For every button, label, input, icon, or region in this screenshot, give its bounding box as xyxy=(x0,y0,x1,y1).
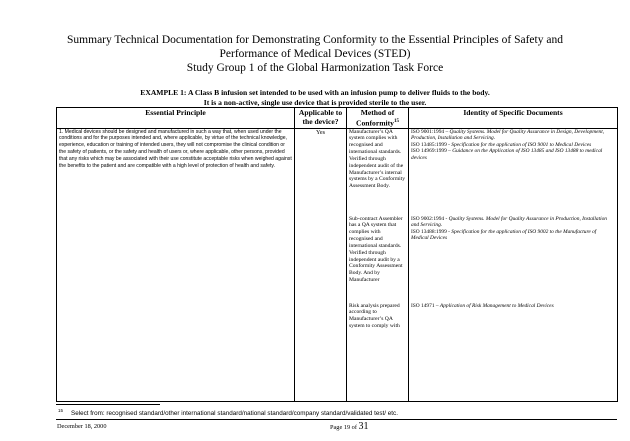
footnote-ref-15[interactable]: 15 xyxy=(393,119,399,124)
identity-standard: ISO 13485:1999 - xyxy=(411,141,452,148)
identity-group-1 xyxy=(411,129,615,216)
header-method-line1: Method of xyxy=(360,108,395,117)
identity-standard: ISO 14971 – xyxy=(411,302,440,309)
principle-cell: 1. Medical devices should be designed and manufactured in such a way that, when used under the conditions and for the purposes intended and, where applicable, by virtue of the technical knowledge, experience, education or training of intended users, they will not compromise the clinical condition or the safety of patients, or the safety and health of users or, where applicable, other persons, provided that any risks which may be associated with their use constitute acceptable risks when weighed against the benefits to the patient and are compatible with a high level of protection of health and safety. xyxy=(57,128,295,401)
table-row xyxy=(57,128,618,401)
header-essential-principle: Essential Principle xyxy=(57,108,295,129)
header-applicable-line2: the device? xyxy=(302,117,339,126)
identity-group-2 xyxy=(411,216,615,303)
footnote xyxy=(58,408,618,417)
header-title-line1: Summary Technical Documentation for Demonstrating Conformity to the Essential Principles of Safety and xyxy=(67,34,563,46)
header-title-line3: Study Group 1 of the Global Harmonization Task Force xyxy=(186,62,444,74)
method-text-3: Risk analysis prepared according to Manufacturer’s QA system to comply with xyxy=(349,302,400,330)
essential-principles-table xyxy=(56,107,618,402)
page-total: 31 xyxy=(358,421,369,432)
identity-standard: ISO 9002:1994 - xyxy=(411,215,449,222)
header-applicable xyxy=(295,108,347,129)
identity-title: Guidance on the Application of ISO 13485 and ISO 13488 to medical devices xyxy=(411,148,603,161)
identity-group-3 xyxy=(411,303,615,390)
method-text-1: Manufacturer’s QA system complies with recognised and international standards. Verified through independent audit of the Manufacturer’s internal systems by a Conformity Assessment Body. xyxy=(349,128,406,190)
identity-title: Quality Systems. Model for Quality Assurance in Design, Development, Production, Installation and Servicing. xyxy=(411,128,605,142)
identity-title: Application of Risk Management to Medical Devices xyxy=(439,302,554,309)
footer-date: December 18, 2000 xyxy=(57,423,107,430)
table-header-row xyxy=(57,108,618,129)
header-method-line2: Conformity xyxy=(356,118,394,128)
example-title-line1: EXAMPLE 1: A Class B infusion set intended to be used with an infusion pump to deliver fluids to the body. xyxy=(140,88,490,97)
example-title xyxy=(0,88,630,107)
identity-cell xyxy=(409,128,618,401)
identity-entry xyxy=(411,129,615,142)
identity-entry xyxy=(411,229,615,242)
page-number-prefix: Page 19 of xyxy=(330,424,359,431)
identity-standard: ISO 14969:1999 – xyxy=(411,148,453,155)
identity-title: Quality Systems. Model for Quality Assurance in Production, Installation and Servicing. xyxy=(411,215,608,229)
header-identity: Identity of Specific Documents xyxy=(409,108,618,129)
identity-entry xyxy=(411,303,615,310)
example-title-line2: It is a non-active, single use device that is provided sterile to the user. xyxy=(203,97,427,107)
header-title-line2: Performance of Medical Devices (STED) xyxy=(219,48,411,60)
document-header xyxy=(0,33,630,75)
identity-standard: ISO 9001:1994 – xyxy=(411,128,450,135)
footer-divider xyxy=(56,419,617,420)
identity-standard: ISO 13488:1999 - xyxy=(411,228,452,235)
method-text-2: Sub-contract Assembler has a QA system that complies with recognised and international standards. Verified through independent audit by a Conformity Assessment Body. And by Manufacturer xyxy=(349,215,403,284)
identity-entry xyxy=(411,216,615,229)
footnote-text: Select from: recognised standard/other international standard/national standard/company standard/validated test/ etc. xyxy=(71,410,398,418)
header-method xyxy=(347,108,409,129)
page-number xyxy=(330,421,369,432)
applicable-cell: Yes xyxy=(295,128,347,401)
method-cell xyxy=(347,128,409,401)
footnote-number: 15 xyxy=(58,408,64,413)
identity-title: Specification for the application of ISO 9002 to the Manufacture of Medical Devices xyxy=(411,228,597,242)
identity-entry xyxy=(411,148,615,161)
header-applicable-line1: Applicable to xyxy=(298,108,343,117)
identity-title: Specification for the application of ISO 9001 to Medical Devices xyxy=(451,141,592,148)
footnote-divider xyxy=(56,404,160,405)
